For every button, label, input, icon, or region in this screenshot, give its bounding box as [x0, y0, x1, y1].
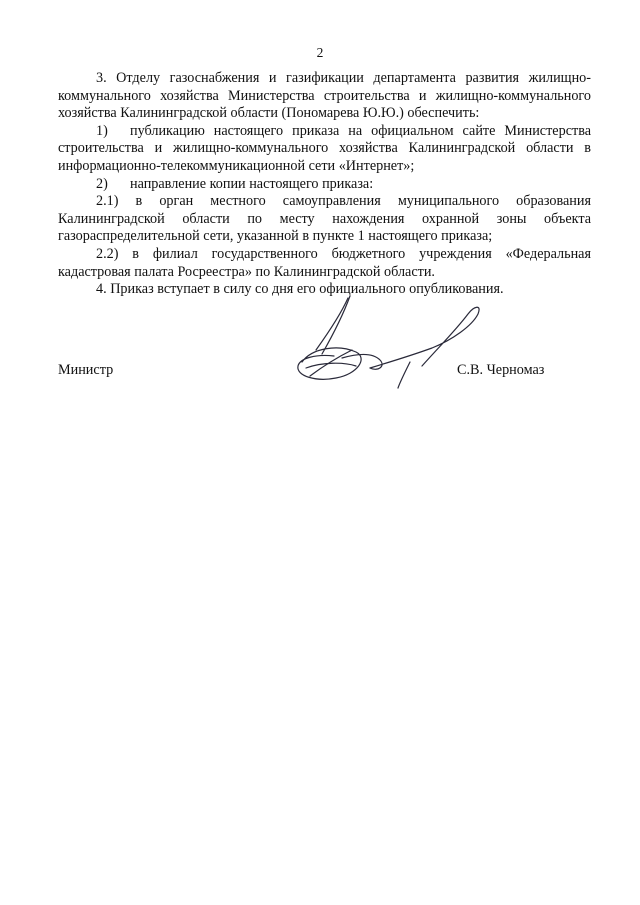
signatory-title: Министр: [58, 362, 114, 378]
paragraph-3: 3. Отделу газоснабжения и газификации департамента развития жилищно-коммунального хозяйства Министерства строительства и жилищно-коммунального хозяйства Калининградской области (Пономарева Ю.Ю.) обеспечить:: [58, 70, 591, 122]
item-number: 2): [96, 175, 108, 192]
paragraph-3-item-2: [58, 176, 591, 194]
item-text: направление копии настоящего приказа:: [130, 175, 374, 192]
signatory-name: С.В. Черномаз: [457, 362, 545, 378]
paragraph-4: 4. Приказ вступает в силу со дня его официального опубликования.: [96, 281, 504, 298]
paragraph-3-item-2-1: 2.1) в орган местного самоуправления муниципального образования Калининградской области по месту нахождения охранной зоны объекта газораспределительной сети, указанной в пункте 1 настоящего приказа;: [58, 193, 591, 245]
item-text: публикацию настоящего приказа на официальном сайте Министерства строительства и жилищно-коммунального хозяйства Калининградской области в информационно-телекоммуникационной сети «Интернет»;: [58, 122, 591, 174]
item-number: 1): [96, 122, 108, 139]
document-body: [58, 70, 591, 299]
page-number: 2: [316, 45, 324, 60]
paragraph-3-item-1: [58, 123, 591, 176]
paragraph-3-item-2-2: 2.2) в филиал государственного бюджетного учреждения «Федеральная кадастровая палата Росреестра» по Калининградской области.: [58, 245, 591, 280]
